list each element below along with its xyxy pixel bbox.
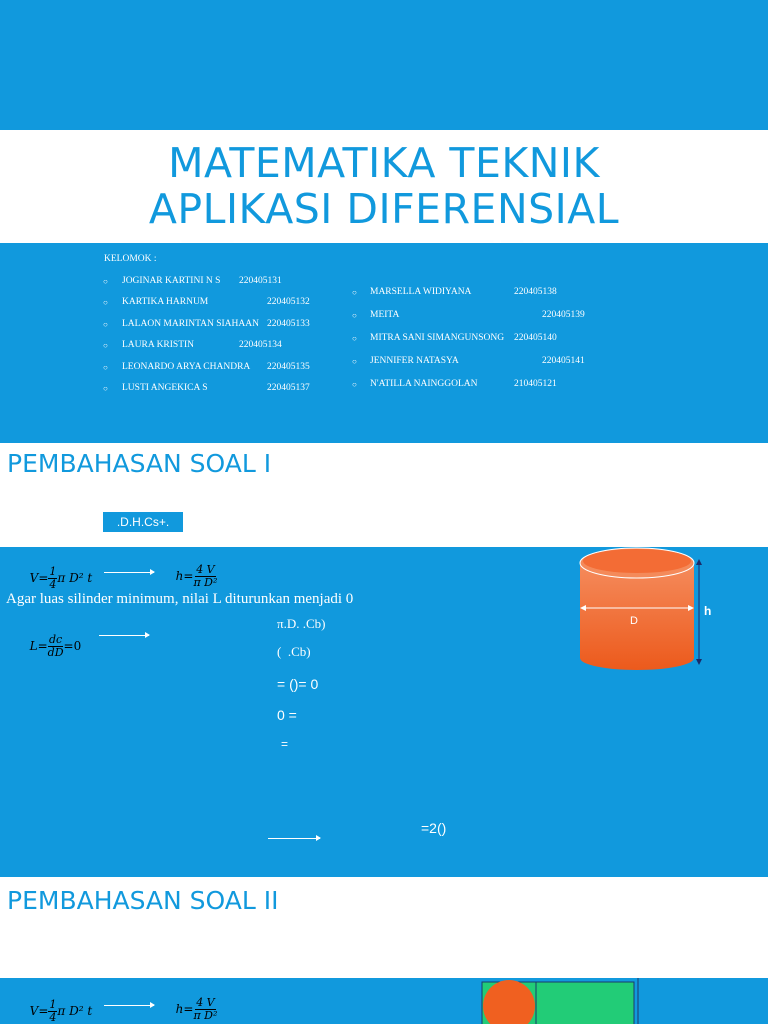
statement-text: Agar luas silinder minimum, nilai L diturunkan menjadi 0 (6, 591, 354, 607)
fraction-num: 4 V (196, 996, 215, 1009)
fraction-den: 4 (49, 578, 57, 591)
fraction-den: π D² (193, 1009, 218, 1022)
fraction-num: 1 (49, 565, 57, 578)
derivative-equation: L= $\frac{dc}{dD}$ =0 (29, 633, 82, 659)
member-nim: 220405140 (514, 333, 557, 343)
member-name: JOGINAR KARTINI N S (122, 276, 221, 286)
slide2-heading: PEMBAHASAN SOAL I (7, 449, 272, 478)
member-nim: 220405139 (542, 310, 585, 320)
bullet-icon: ○ (103, 298, 108, 307)
slide1-members-band (0, 243, 768, 443)
eq-lhs: h (175, 1002, 184, 1016)
member-name: LAURA KRISTIN (122, 340, 195, 350)
eq-lhs: V (29, 571, 39, 585)
fraction-den: dD (47, 646, 64, 659)
member-name: KARTIKA HARNUM (122, 297, 209, 307)
member-name: LALAON MARINTAN SIAHAAN (122, 319, 259, 329)
bullet-icon: ○ (352, 288, 357, 297)
bullet-icon: ○ (103, 363, 108, 372)
member-name: JENNIFER NATASYA (370, 356, 459, 366)
height-equation-2: h= $\frac{4 V}{\text{π D²}}$ (175, 996, 218, 1022)
fraction-den: 4 (49, 1011, 57, 1024)
slide2-tag: .D.H.Cs+. (103, 512, 183, 532)
member-nim: 220405132 (267, 297, 310, 307)
result-text: =2() (421, 820, 447, 836)
member-nim: 220405134 (239, 340, 282, 350)
member-nim: 220405137 (267, 383, 310, 393)
slide1-top-band (0, 0, 768, 130)
title-line-1: MATEMATIKA TEKNIK (168, 139, 600, 187)
member-nim: 220405141 (542, 356, 585, 366)
eq-tail: =0 (63, 639, 82, 653)
slide1-title (0, 140, 768, 232)
bullet-icon: ○ (352, 334, 357, 343)
step-5: = (281, 737, 289, 751)
bullet-icon: ○ (352, 380, 357, 389)
arrow-icon (104, 572, 154, 573)
bullet-icon: ○ (103, 384, 108, 393)
member-nim: 220405133 (267, 319, 310, 329)
member-name: MEITA (370, 310, 400, 320)
fraction (193, 997, 217, 1022)
bullet-icon: ○ (352, 311, 357, 320)
eq-tail: π D² t (57, 1004, 93, 1018)
eq-lhs: L (29, 639, 38, 653)
height-label: h (704, 604, 712, 618)
member-name: N'ATILLA NAINGGOLAN (370, 379, 478, 389)
bullet-icon: ○ (103, 320, 108, 329)
member-name: LUSTI ANGEKICA S (122, 383, 208, 393)
member-name: MITRA SANI SIMANGUNSONG (370, 333, 505, 343)
arrow-icon (268, 838, 320, 839)
arrow-icon (99, 635, 149, 636)
fraction-num: 4 V (196, 563, 215, 576)
fraction-den: π D² (193, 576, 218, 589)
fraction (48, 634, 64, 659)
kelompok-label: KELOMOK : (104, 254, 157, 264)
member-name: MARSELLA WIDIYANA (370, 287, 472, 297)
cylinder-diagram (575, 543, 725, 673)
member-nim: 220405138 (514, 287, 557, 297)
volume-equation-2: V= $\frac{1}{4}$ π D² t (29, 998, 93, 1024)
member-nim: 220405131 (239, 276, 282, 286)
bullet-icon: ○ (103, 341, 108, 350)
bullet-icon: ○ (352, 357, 357, 366)
eq-lhs: V (29, 1004, 39, 1018)
box-diagram (480, 978, 640, 1024)
diameter-label: D (630, 615, 638, 627)
step-4: 0 = (277, 707, 297, 723)
fraction (193, 564, 217, 589)
volume-equation: V= $\frac{1}{4}$ π D² t (29, 565, 93, 591)
fraction-num: dc (49, 633, 63, 646)
eq-lhs: h (175, 569, 184, 583)
slide3-heading: PEMBAHASAN SOAL II (7, 886, 279, 915)
fraction-num: 1 (49, 998, 57, 1011)
arrow-icon (104, 1005, 154, 1006)
height-equation: h= $\frac{4 V}{\text{π D²}}$ (175, 563, 218, 589)
member-name: LEONARDO ARYA CHANDRA (122, 362, 251, 372)
slide3-content-band (0, 978, 768, 1024)
step-2: ( .Cb) (277, 644, 311, 659)
step-1: π.D. .Cb) (277, 616, 326, 631)
member-nim: 210405121 (514, 379, 557, 389)
title-line-2: APLIKASI DIFERENSIAL (148, 185, 620, 233)
eq-tail: π D² t (57, 571, 93, 585)
member-nim: 220405135 (267, 362, 310, 372)
bullet-icon: ○ (103, 277, 108, 286)
step-3: = ()= 0 (277, 676, 319, 692)
